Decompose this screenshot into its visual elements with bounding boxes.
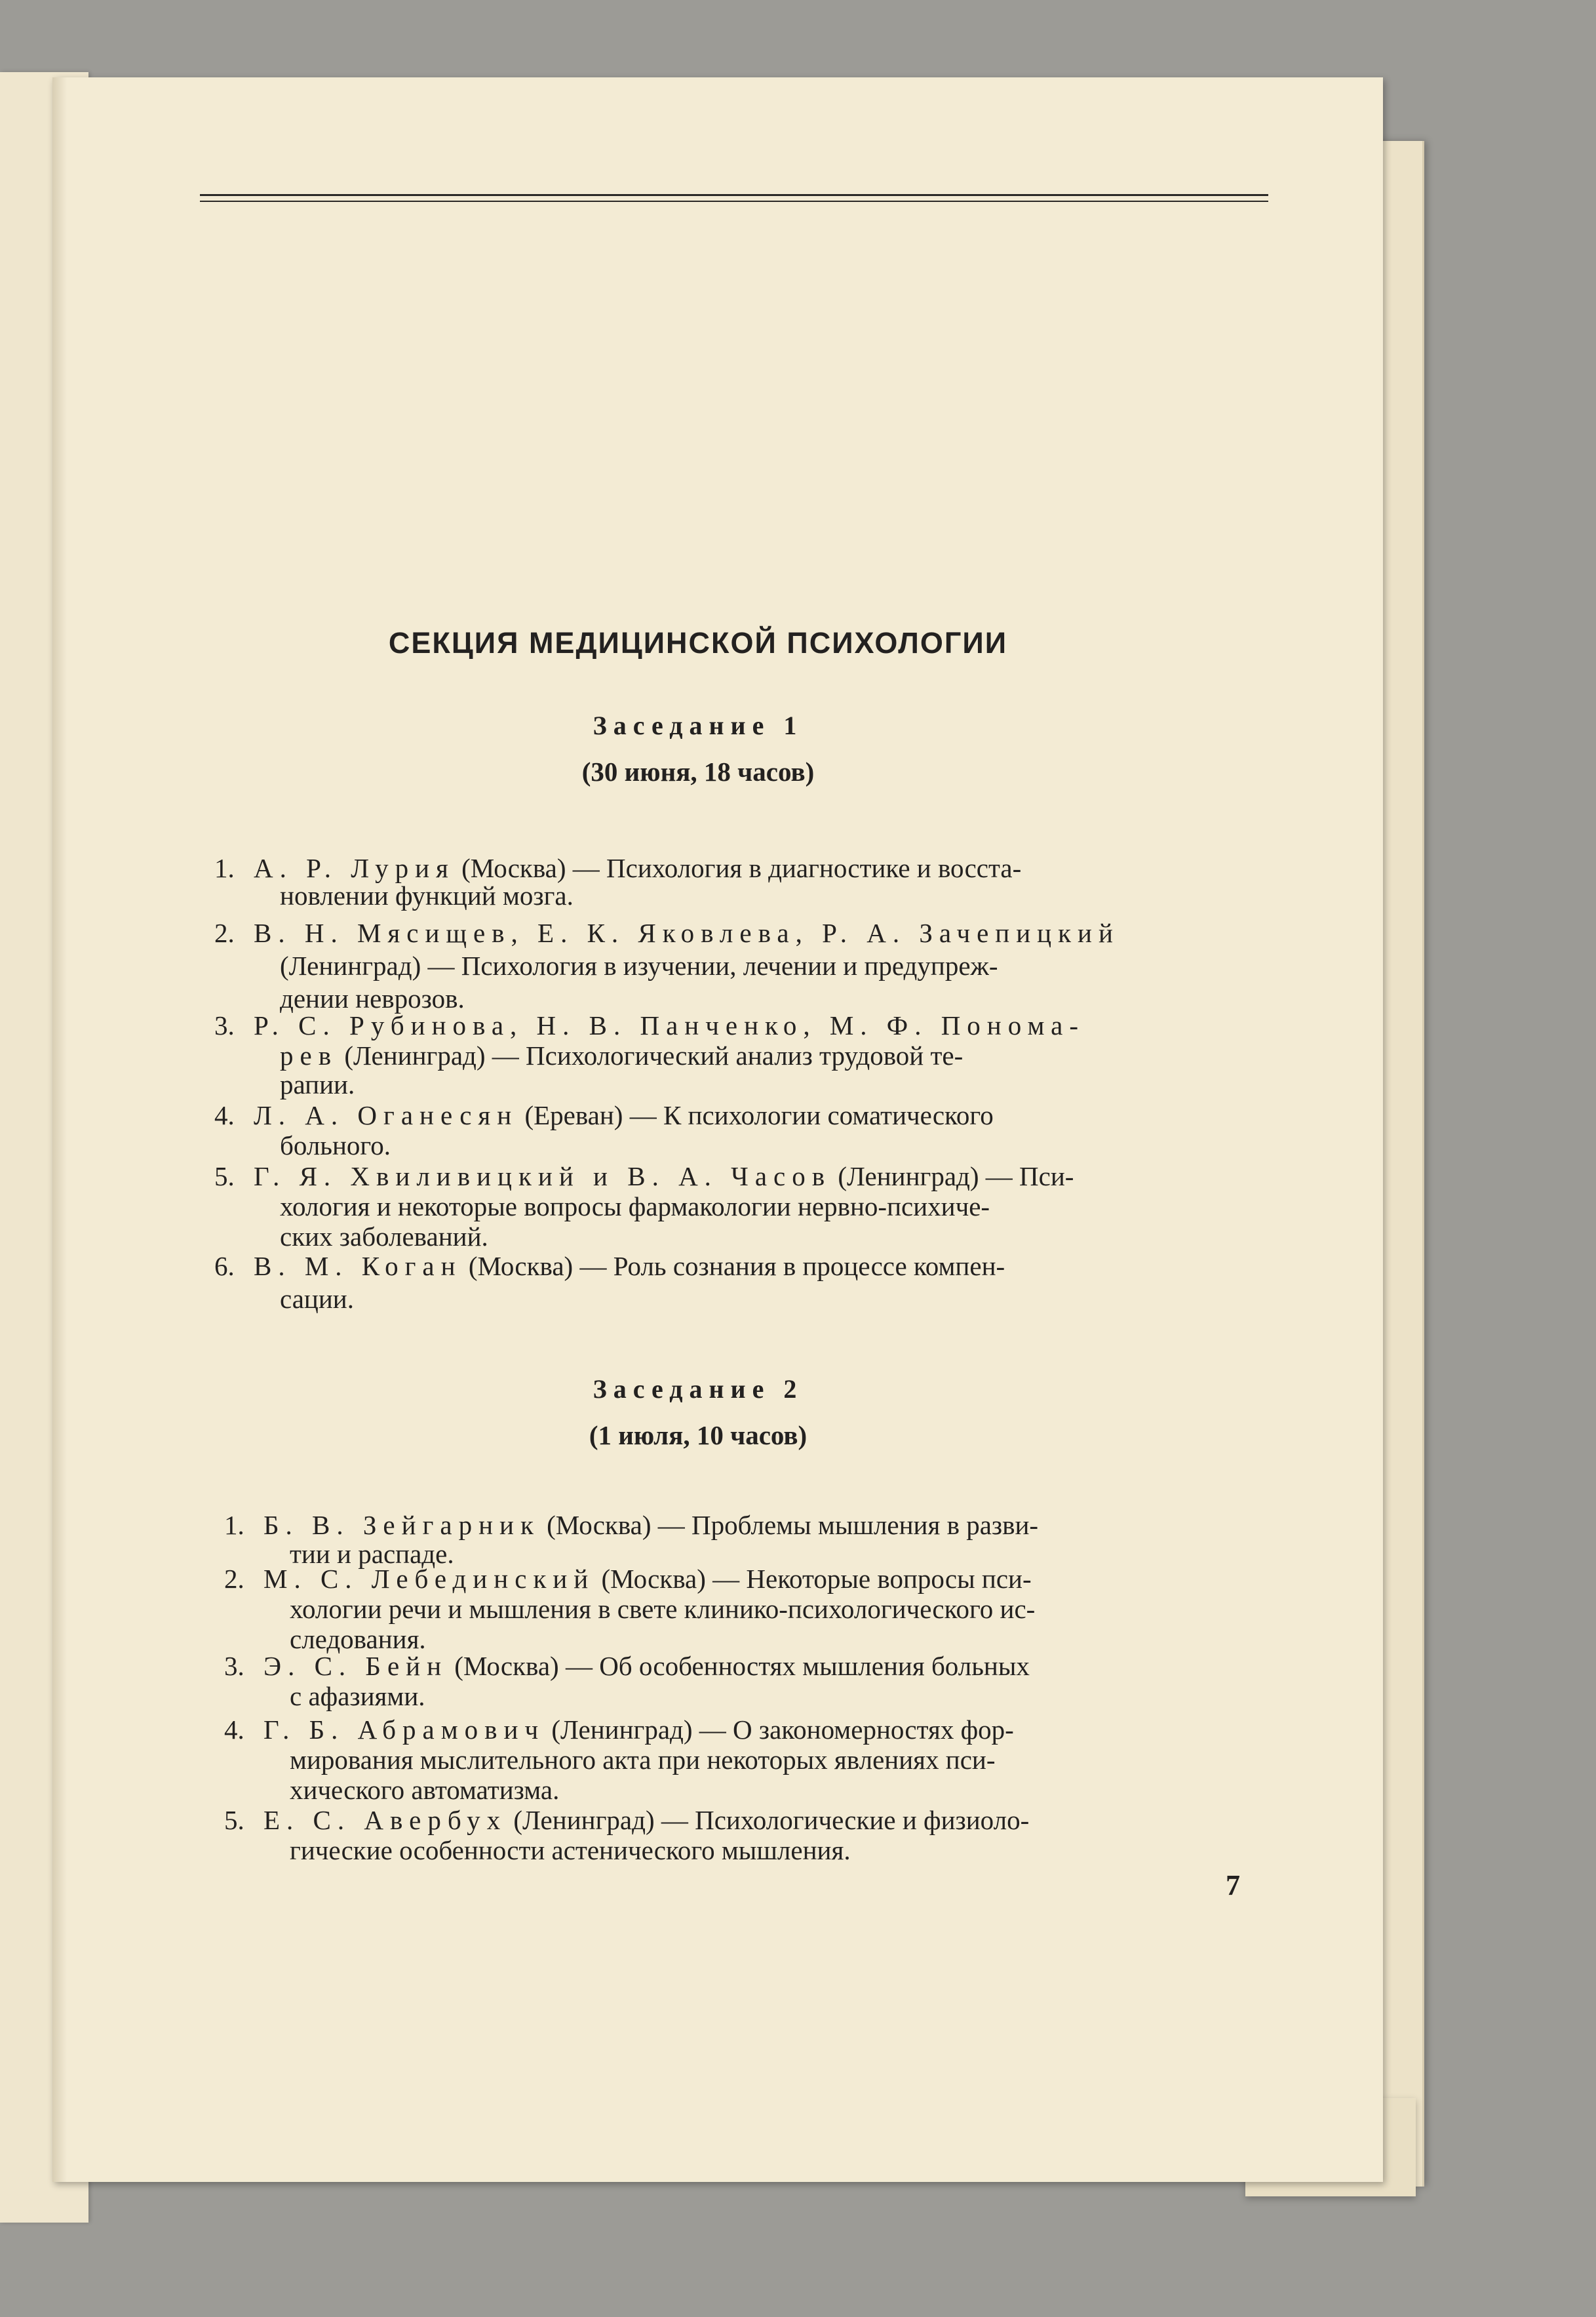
header-rule-thin: [200, 201, 1268, 202]
header-rule: [200, 194, 1268, 196]
section-title: СЕКЦИЯ МЕДИЦИНСКОЙ ПСИХОЛОГИИ: [388, 626, 1008, 660]
document-page: СЕКЦИЯ МЕДИЦИНСКОЙ ПСИХОЛОГИИ Заседание 1 (30 июня, 18 часов) 1. А. Р. Лурия (Москва) — Психология в диагностике и восста- новлении функций мозга. 2. В. Н. Мясищев, Е. К. Яковлева, Р. А. Зачепицкий (Ленинград) — Психология в изучении, лечении и предупреж- дении неврозов. 3. Р. С. Рубинова, Н. В. Панченко, М. Ф. Понома- рев (Ленинград) — Психологический анализ трудовой те- рапии. 4. Л. А. Оганесян (Ереван) — К психологии соматического больного. 5. Г. Я. Хвиливицкий и В. А. Часов (Ленинград) — Пси- хология и некоторые вопросы фармакологии нервно-психиче- ских заболеваний. 6. В. М. Коган (Москва) — Роль сознания в процессе компен- сации. Заседание 2 (1 июля, 10 часов) 1. Б. В. Зейгарник (Москва) — Проблемы мышления в разви- тии и распаде. 2. М. С. Лебединский (Москва) — Некоторые вопросы пси- хологии речи и мышления в свете клинико-психологического ис- следования. 3. Э. С. Бейн (Москва) — Об особенностях мышления больных с афазиями. 4. Г. Б. Абрамович (Ленинград) — О закономерностях фор- мирования мыслительного акта при некоторых явлениях пси- хического автоматизма. 5. Е. С. Авербух (Ленинград) — Психологические и физиоло- гические особенности астенического мышления. 7: [52, 77, 1383, 2182]
session1-title: Заседание 1: [593, 711, 804, 740]
page-spine-shadow: [52, 77, 67, 2182]
session1-date: (30 июня, 18 часов): [581, 757, 815, 787]
session2-date: (1 июля, 10 часов): [589, 1420, 808, 1450]
session2-title: Заседание 2: [593, 1374, 804, 1404]
page-number: 7: [1226, 1869, 1240, 1901]
